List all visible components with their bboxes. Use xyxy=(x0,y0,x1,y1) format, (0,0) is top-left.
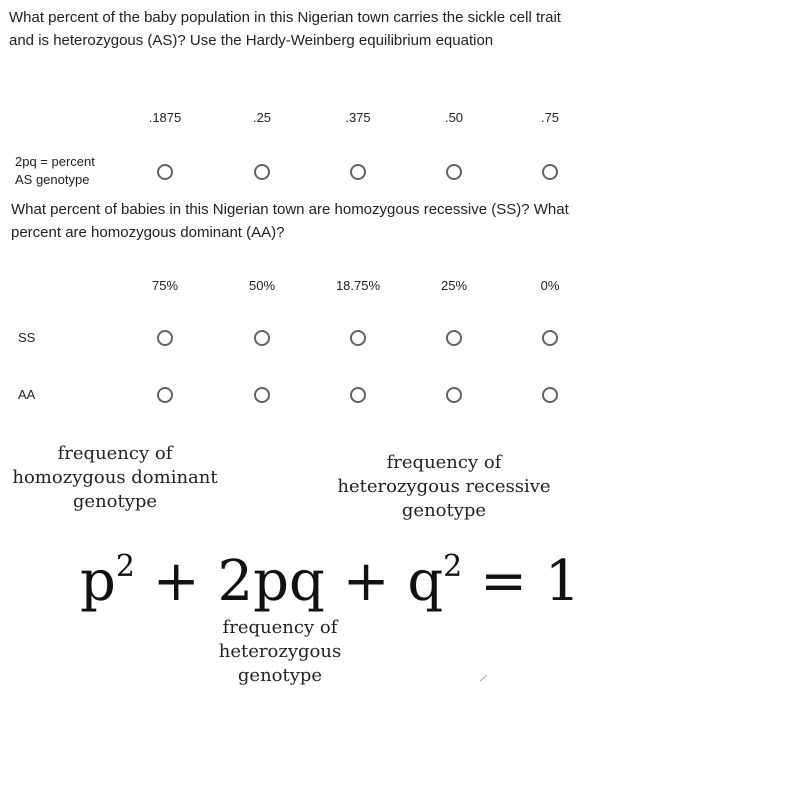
q2-annotation xyxy=(332,451,556,523)
q2-ss-radio-option-5[interactable] xyxy=(542,330,558,346)
q2-ss-radio-option-3[interactable] xyxy=(350,330,366,346)
p2-annotation-line: frequency of xyxy=(57,443,173,464)
equation-p: p xyxy=(80,549,116,614)
q2-aa-radio-option-1[interactable] xyxy=(157,387,173,403)
equation-end: = 1 xyxy=(462,549,581,614)
q1-radio-option-1[interactable] xyxy=(157,164,173,180)
q1-column-header: .25 xyxy=(252,110,272,125)
q2-annotation-line: frequency of xyxy=(386,452,502,473)
p2-annotation xyxy=(5,442,225,514)
q2-annotation-line: heterozygous recessive xyxy=(337,476,551,497)
equation-exponent: 2 xyxy=(443,549,463,584)
q1-row-label-line2: AS genotype xyxy=(15,172,90,187)
q1-radio-option-2[interactable] xyxy=(254,164,270,180)
q1-column-header: .50 xyxy=(444,110,464,125)
q2-aa-radio-option-2[interactable] xyxy=(254,387,270,403)
question-1-text: What percent of the baby population in this Nigerian town carries the sickle cell trait and is heterozygous (AS)? Use the Hardy-Weinberg equilibrium equation xyxy=(9,9,561,49)
q2-aa-radio-option-3[interactable] xyxy=(350,387,366,403)
q2-annotation-line: genotype xyxy=(401,500,487,521)
p2-annotation-line: genotype xyxy=(72,491,158,512)
pq-annotation xyxy=(200,616,360,688)
q2-aa-radio-option-4[interactable] xyxy=(446,387,462,403)
equation-exponent: 2 xyxy=(115,549,135,584)
hardy-weinberg-equation xyxy=(80,527,580,622)
q2-column-header: 0% xyxy=(540,278,560,293)
q1-column-header: .75 xyxy=(540,110,560,125)
p2-annotation-line: homozygous dominant xyxy=(12,467,218,488)
q2-column-header: 75% xyxy=(151,278,179,293)
stray-mark-icon xyxy=(478,673,490,683)
q2-row-label-ss: SS xyxy=(18,330,36,345)
q2-column-header: 18.75% xyxy=(335,278,381,293)
equation-middle: + 2pq + q xyxy=(134,549,444,614)
pq-annotation-line: frequency of xyxy=(222,617,338,638)
pq-annotation-line: genotype xyxy=(237,665,323,686)
pq-annotation-line: heterozygous xyxy=(218,641,342,662)
q1-row-label-line1: 2pq = percent xyxy=(15,154,95,169)
question-2-text: What percent of babies in this Nigerian town are homozygous recessive (SS)? What percent are homozygous dominant (AA)? xyxy=(11,201,569,241)
q1-column-header: .375 xyxy=(345,110,371,125)
q1-column-header: .1875 xyxy=(148,110,182,125)
q2-aa-radio-option-5[interactable] xyxy=(542,387,558,403)
q2-ss-radio-option-2[interactable] xyxy=(254,330,270,346)
q1-radio-option-5[interactable] xyxy=(542,164,558,180)
q1-row-label xyxy=(15,153,95,189)
q1-radio-option-4[interactable] xyxy=(446,164,462,180)
q2-ss-radio-option-1[interactable] xyxy=(157,330,173,346)
q2-ss-radio-option-4[interactable] xyxy=(446,330,462,346)
q2-column-header: 50% xyxy=(248,278,276,293)
q2-column-header: 25% xyxy=(440,278,468,293)
q2-row-label-aa: AA xyxy=(18,387,36,402)
q1-radio-option-3[interactable] xyxy=(350,164,366,180)
